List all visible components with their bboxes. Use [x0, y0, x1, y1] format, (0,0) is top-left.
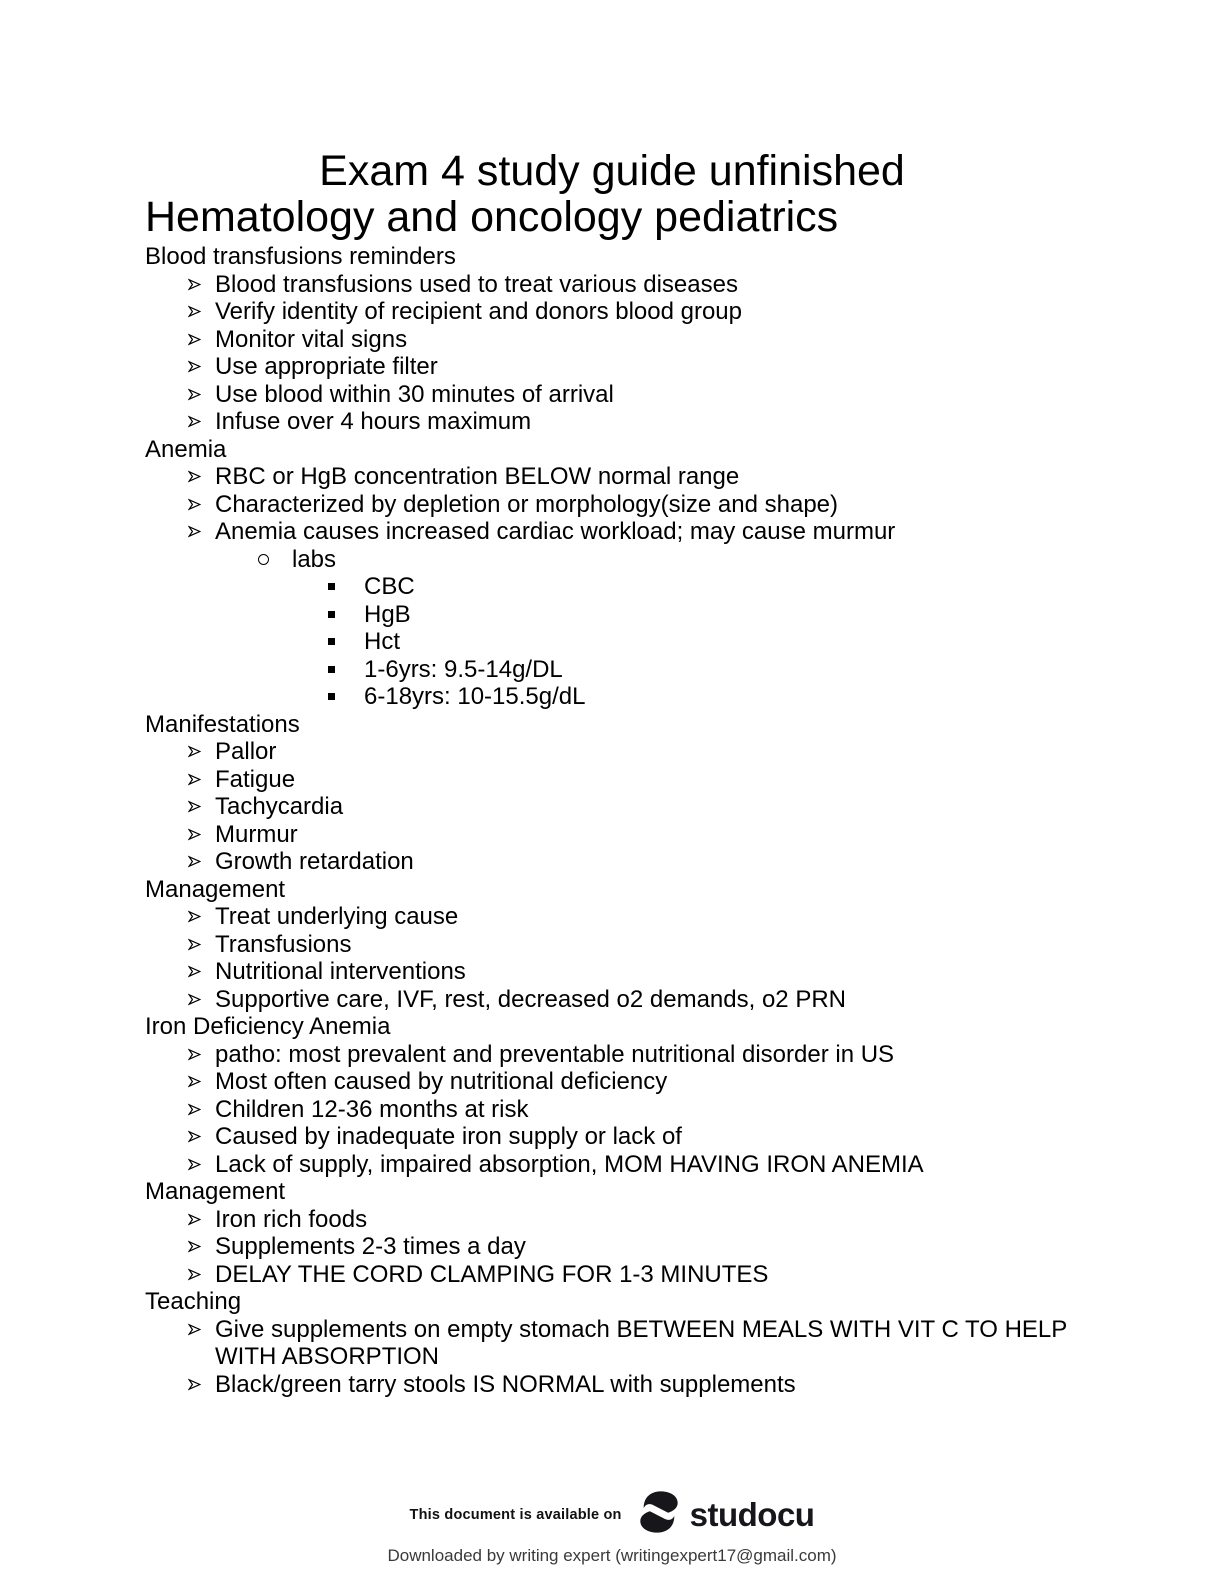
outline-item-text: Most often caused by nutritional deficiency: [215, 1068, 668, 1095]
arrowhead-bullet-icon: [188, 821, 215, 849]
outline-item-text: Pallor: [215, 738, 277, 765]
outline-item-text: RBC or HgB concentration BELOW normal range: [215, 463, 740, 490]
square-bullet-icon: [328, 656, 364, 684]
square-bullet-icon: [328, 683, 364, 711]
arrowhead-bullet-icon: [188, 903, 215, 931]
outline-item: [145, 518, 1079, 546]
outline-item: [145, 1371, 1079, 1399]
arrowhead-bullet-icon: [188, 986, 215, 1014]
studocu-wordmark: studocu: [689, 1495, 815, 1533]
outline-item: [145, 1096, 1079, 1124]
section-header: Management: [145, 1178, 286, 1205]
outline-item-text: Blood transfusions used to treat various diseases: [215, 270, 738, 298]
outline-item-text: Murmur: [215, 820, 298, 848]
outline-item-text: 6-18yrs: 10-15.5g/dL: [364, 683, 586, 710]
arrowhead-bullet-icon: [188, 271, 215, 299]
section-header: Manifestations: [145, 710, 300, 738]
outline-item-text: Iron rich foods: [215, 1205, 368, 1233]
arrowhead-bullet-icon: [188, 1068, 215, 1096]
arrowhead-bullet-icon: [188, 1371, 215, 1399]
outline-item: [145, 1041, 1079, 1069]
outline-item-text: Infuse over 4 hours maximum: [215, 408, 532, 435]
arrowhead-bullet-icon: [188, 1316, 215, 1344]
outline-item: [145, 381, 1079, 409]
outline-item: [145, 491, 1079, 519]
arrowhead-bullet-icon: [188, 298, 215, 326]
outline-item-text: Children 12-36 months at risk: [215, 1095, 529, 1123]
outline-item-text: CBC: [364, 573, 415, 600]
outline-item-text: Monitor vital signs: [215, 325, 408, 353]
document-content: [145, 148, 1079, 1398]
arrowhead-bullet-icon: [188, 793, 215, 821]
outline-item-text: Anemia causes increased cardiac workload; may cause murmur: [215, 518, 896, 545]
outline-item-text: Nutritional interventions: [215, 958, 466, 985]
outline-item: [145, 903, 1079, 931]
outline-item: [145, 931, 1079, 959]
arrowhead-bullet-icon: [188, 326, 215, 354]
outline-item: [145, 1068, 1079, 1096]
section-header: Anemia: [145, 435, 227, 463]
outline-item: [145, 271, 1079, 299]
outline-item: [145, 656, 1079, 684]
section-header: Blood transfusions reminders: [145, 243, 456, 270]
section-header: Management: [145, 875, 286, 903]
outline-item-text: patho: most prevalent and preventable nutritional disorder in US: [215, 1040, 895, 1068]
arrowhead-bullet-icon: [188, 1151, 215, 1179]
outline-item: [145, 1233, 1079, 1261]
page-title: Exam 4 study guide unfinished: [319, 147, 905, 195]
studocu-logo-link[interactable]: [636, 1488, 815, 1541]
outline-item-text: Use appropriate filter: [215, 353, 438, 380]
footer-downloaded-text: Downloaded by writing expert (writingexpert17@gmail.com): [387, 1546, 837, 1565]
arrowhead-bullet-icon: [188, 408, 215, 436]
outline-item: [145, 793, 1079, 821]
arrowhead-bullet-icon: [188, 1041, 215, 1069]
square-bullet-icon: [328, 573, 364, 601]
outline-item-text: Transfusions: [215, 930, 352, 958]
outline-item-text: Fatigue: [215, 765, 296, 793]
arrowhead-bullet-icon: [188, 1233, 215, 1261]
arrowhead-bullet-icon: [188, 766, 215, 794]
section-header: Teaching: [145, 1288, 242, 1315]
outline-item-text: 1-6yrs: 9.5-14g/DL: [364, 655, 563, 683]
arrowhead-bullet-icon: [188, 1206, 215, 1234]
outline-item-text: Lack of supply, impaired absorption, MOM HAVING IRON ANEMIA: [215, 1150, 924, 1178]
outline-item: [145, 326, 1079, 354]
arrowhead-bullet-icon: [188, 848, 215, 876]
arrowhead-bullet-icon: [188, 958, 215, 986]
outline-item: [145, 546, 1079, 574]
square-bullet-icon: [328, 601, 364, 629]
outline-item: [145, 1151, 1079, 1179]
outline-item-text: Black/green tarry stools IS NORMAL with supplements: [215, 1370, 796, 1398]
outline-item-text: Hct: [364, 628, 400, 655]
outline-item: [145, 298, 1079, 326]
footer-available-text: This document is available on: [409, 1506, 622, 1523]
square-bullet-icon: [328, 628, 364, 656]
outline-item-text: Verify identity of recipient and donors blood group: [215, 298, 743, 325]
studocu-icon: [636, 1488, 682, 1541]
outline-item: [145, 683, 1079, 711]
outline-item: [145, 821, 1079, 849]
arrowhead-bullet-icon: [188, 1096, 215, 1124]
outline-item-text: Use blood within 30 minutes of arrival: [215, 380, 614, 408]
outline-item-text: HgB: [364, 600, 411, 628]
arrowhead-bullet-icon: [188, 381, 215, 409]
outline-item-text: Supplements 2-3 times a day: [215, 1233, 526, 1260]
outline-item: [145, 408, 1079, 436]
section-header: Iron Deficiency Anemia: [145, 1013, 391, 1040]
section-heading: Hematology and oncology pediatrics: [145, 193, 839, 241]
footer-available-row: [0, 1488, 1224, 1541]
outline-item-text: Characterized by depletion or morphology(size and shape): [215, 490, 839, 518]
outline-item: [145, 573, 1079, 601]
circle-bullet-icon: [258, 546, 292, 574]
outline-item-text: Caused by inadequate iron supply or lack of: [215, 1123, 682, 1150]
outline-item: [145, 463, 1079, 491]
arrowhead-bullet-icon: [188, 491, 215, 519]
outline-item-text: Give supplements on empty stomach BETWEEN MEALS WITH VIT C TO HELP WITH ABSORPTION: [215, 1315, 1067, 1370]
outline-item: [145, 1123, 1079, 1151]
outline-item-text: labs: [292, 545, 337, 573]
arrowhead-bullet-icon: [188, 931, 215, 959]
outline-item: [145, 958, 1079, 986]
arrowhead-bullet-icon: [188, 463, 215, 491]
outline: [145, 243, 1079, 1398]
outline-item-text: Treat underlying cause: [215, 903, 459, 930]
outline-item: [145, 766, 1079, 794]
outline-item: [145, 848, 1079, 876]
arrowhead-bullet-icon: [188, 1261, 215, 1289]
arrowhead-bullet-icon: [188, 738, 215, 766]
outline-item: [145, 601, 1079, 629]
outline-item: [145, 986, 1079, 1014]
outline-item: [145, 353, 1079, 381]
outline-item: [145, 738, 1079, 766]
outline-item-text: DELAY THE CORD CLAMPING FOR 1-3 MINUTES: [215, 1260, 769, 1288]
outline-item: [145, 1261, 1079, 1289]
outline-item: [145, 628, 1079, 656]
outline-item: [145, 1206, 1079, 1234]
outline-item-text: Supportive care, IVF, rest, decreased o2 demands, o2 PRN: [215, 985, 846, 1013]
outline-item: [145, 1316, 1079, 1371]
arrowhead-bullet-icon: [188, 353, 215, 381]
outline-item-text: Growth retardation: [215, 848, 414, 875]
arrowhead-bullet-icon: [188, 1123, 215, 1151]
arrowhead-bullet-icon: [188, 518, 215, 546]
outline-item-text: Tachycardia: [215, 793, 344, 820]
